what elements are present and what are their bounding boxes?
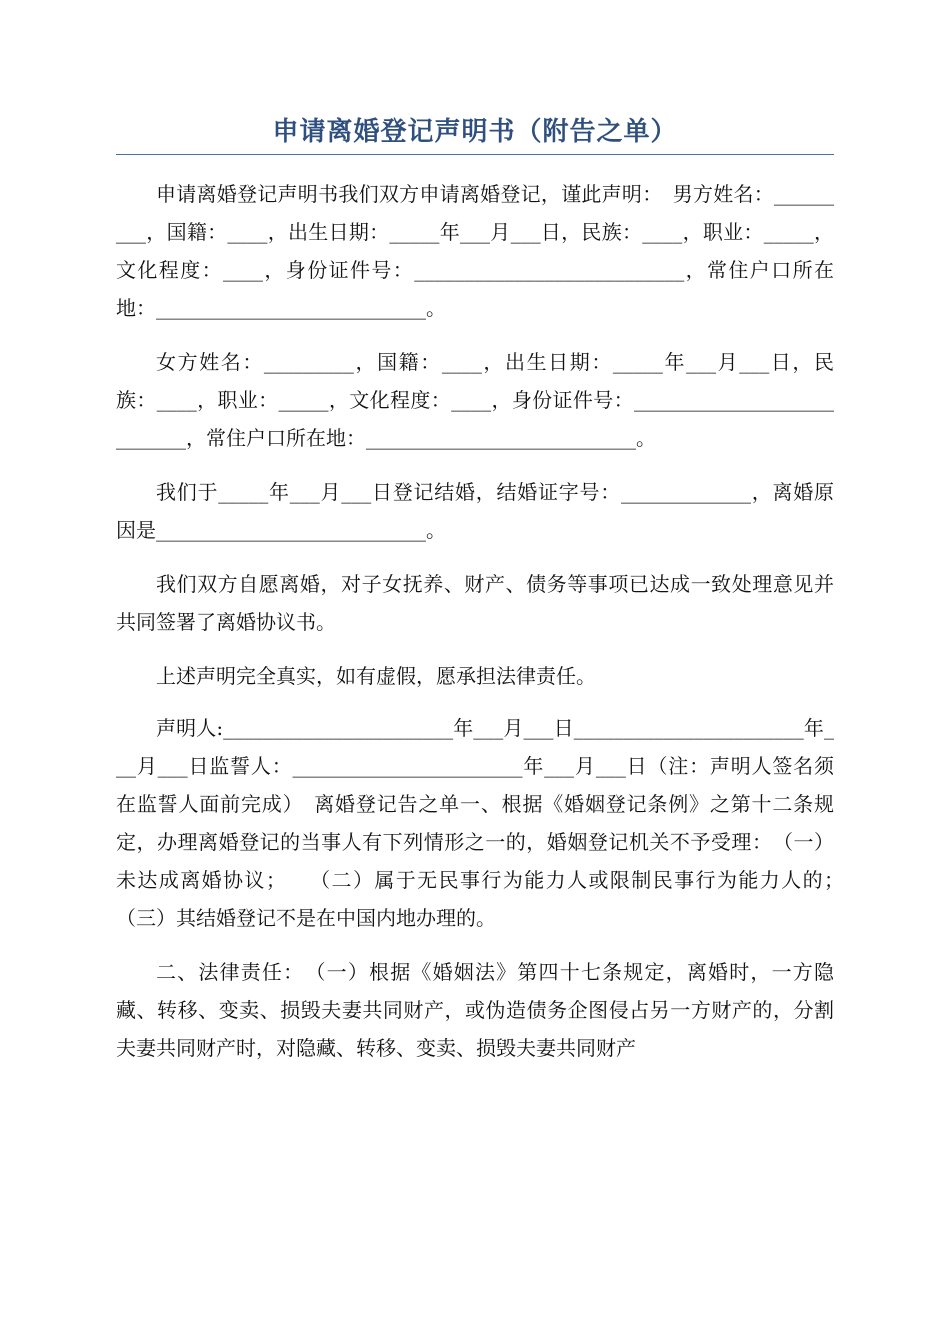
document-page: [116, 112, 874, 1083]
female-party-paragraph: 女方姓名：_________，国籍：____，出生日期：_____年___月___日，民族：____，职业：_____，文化程度：____，身份证件号：___________________________，常住户口所在地：___________________________。: [116, 350, 834, 450]
marriage-info-paragraph: 我们于_____年___月___日登记结婚，结婚证字号：_____________，离婚原因是___________________________。: [116, 480, 834, 542]
document-body: [116, 175, 874, 1067]
truth-statement-paragraph: 上述声明完全真实，如有虚假，愿承担法律责任。: [156, 664, 596, 688]
signature-and-notice-paragraph: 声明人:_______________________年___月___日_______________________年___月___日监誓人：_______________________年___月___日（注：声明人签名须在监誓人面前完成） 离婚登记告之单一、根据《婚姻登记条例》之第十二条规定，办理离婚登记的当事人有下列情形之一的，婚姻登记机关不予受理： （一）未达成离婚协议； （二）属于无民事行为能力人或限制民事行为能力人的； （三）其结婚登记不是在中国内地办理的。: [116, 716, 874, 930]
agreement-paragraph: 我们双方自愿离婚，对子女抚养、财产、债务等事项已达成一致处理意见并共同签署了离婚协议书。: [116, 572, 834, 634]
legal-liability-paragraph: 二、法律责任： （一）根据《婚姻法》第四十七条规定，离婚时，一方隐藏、转移、变卖、损毁夫妻共同财产，或伪造债务企图侵占另一方财产的，分割夫妻共同财产时，对隐藏、转移、变卖、损毁夫妻共同财产: [116, 960, 834, 1060]
male-party-paragraph: 申请离婚登记声明书我们双方申请离婚登记，谨此声明： 男方姓名：_________，国籍：____，出生日期：_____年___月___日，民族：____，职业：_____，文化程度：____，身份证件号：___________________________，常住户口所在地：___________________________。: [116, 182, 834, 320]
document-title: 申请离婚登记声明书（附告之单）: [272, 117, 678, 147]
title-underline: [116, 154, 834, 155]
